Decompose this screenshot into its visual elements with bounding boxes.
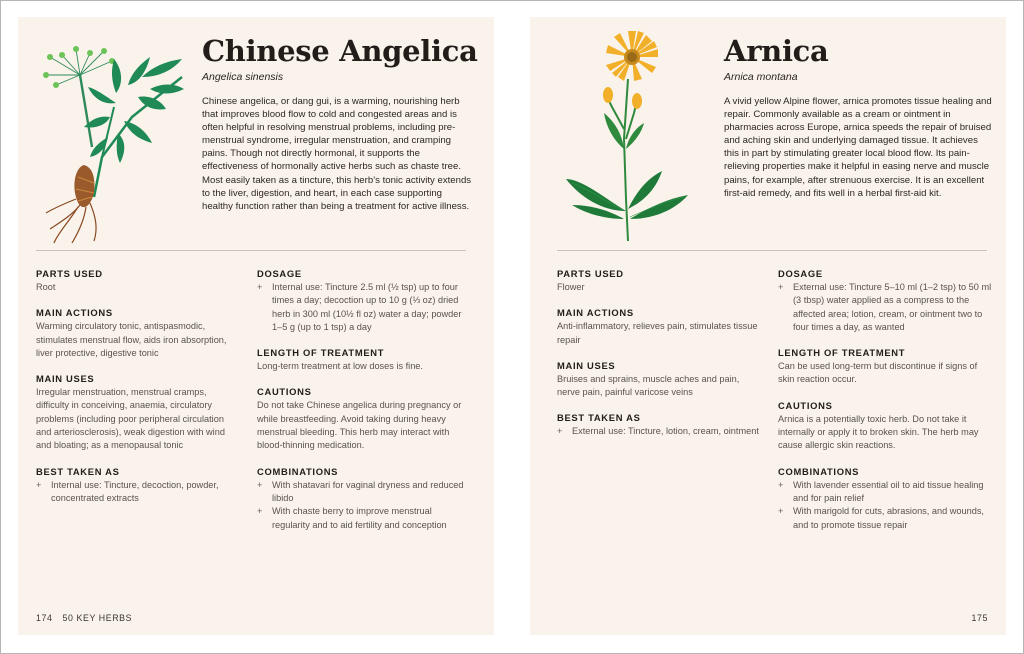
details-column-2 bbox=[257, 268, 472, 545]
details-column-2 bbox=[778, 268, 993, 545]
best-taken-as-section bbox=[557, 412, 762, 438]
plus-bullet-icon: + bbox=[778, 479, 784, 490]
latin-name: Arnica montana bbox=[724, 71, 798, 83]
details-column-1 bbox=[557, 268, 762, 452]
section-heading: LENGTH OF TREATMENT bbox=[778, 347, 906, 359]
section-text: Can be used long-term but discontinue if signs of skin reaction occur. bbox=[778, 361, 978, 385]
section-heading: LENGTH OF TREATMENT bbox=[257, 347, 385, 359]
main-actions-section bbox=[557, 307, 762, 347]
length-of-treatment-section bbox=[778, 347, 993, 387]
dosage-section bbox=[257, 268, 472, 334]
plus-bullet-icon: + bbox=[557, 426, 563, 437]
cautions-section bbox=[778, 400, 993, 453]
list-item: + Internal use: Tincture, decoction, powder, concentrated extracts bbox=[36, 479, 219, 503]
details-column-1 bbox=[36, 268, 241, 518]
list-item: + Internal use: Tincture 2.5 ml (½ tsp) up to four times a day; decoction up to 10 g (⅓ oz) dried herb in 300 ml (10½ fl oz) water a day; powder 1–5 g (up to 1 tsp) a day bbox=[257, 282, 462, 332]
section-text: Long-term treatment at low doses is fine. bbox=[257, 361, 423, 372]
plus-bullet-icon: + bbox=[257, 479, 263, 490]
section-text: Do not take Chinese angelica during pregnancy or while breastfeeding. Avoid taking during heavy menstrual bleeding. This herb may interact with blood-thinning medication. bbox=[257, 400, 462, 451]
section-heading: DOSAGE bbox=[257, 268, 302, 279]
section-text: Warming circulatory tonic, antispasmodic, stimulates menstrual flow, aids iron absorption, liver protective, digestive tonic bbox=[36, 321, 227, 358]
section-heading: COMBINATIONS bbox=[257, 465, 339, 477]
section-text: Arnica is a potentially toxic herb. Do not take it internally or apply it to broken skin. The herb may cause allergic skin reactions. bbox=[778, 413, 979, 451]
running-head: 50 KEY HERBS bbox=[62, 613, 133, 623]
plus-bullet-icon: + bbox=[778, 282, 784, 292]
dosage-section bbox=[778, 268, 993, 334]
list-item: + With marigold for cuts, abrasions, and wounds, and to promote tissue repair bbox=[778, 506, 984, 530]
herb-title: Arnica bbox=[724, 34, 829, 68]
parts-used-section bbox=[36, 268, 241, 294]
section-text: Root bbox=[36, 282, 56, 292]
section-heading: PARTS USED bbox=[36, 268, 103, 279]
section-heading: CAUTIONS bbox=[778, 399, 833, 411]
list-item: + External use: Tincture 5–10 ml (1–2 tsp) to 50 ml (3 tbsp) water applied as a compress to the affected area; lotion, cream, or ointment two to four times a day, as wanted bbox=[778, 282, 992, 332]
cautions-section bbox=[257, 386, 472, 452]
section-heading: DOSAGE bbox=[778, 268, 823, 279]
list-item: + With chaste berry to improve menstrual regularity and to aid fertility and conception bbox=[257, 506, 447, 530]
combinations-section bbox=[257, 466, 472, 532]
plus-bullet-icon: + bbox=[257, 282, 263, 292]
main-actions-section bbox=[36, 307, 241, 360]
intro-paragraph: Chinese angelica, or dang gui, is a warming, nourishing herb that improves blood flow to cold and congested areas and is often helpful in resolving menstrual problems, including pre-menstrual syndrome, irregular menstruation, and cramping pains. Though not directly hormonal, it supports the effectiveness of hormonally active herbs such as chaste tree. Most easily taken as a tincture, this herb’s tonic activity extends to the liver, digestion, and heart, in each case supporting healthy function rather than being a treatment for active illness. bbox=[202, 96, 472, 212]
left-page bbox=[18, 17, 494, 635]
latin-name: Angelica sinensis bbox=[202, 71, 284, 83]
page-number: 175 bbox=[971, 613, 988, 623]
section-heading: COMBINATIONS bbox=[778, 465, 860, 477]
parts-used-section bbox=[557, 268, 762, 294]
intro-paragraph: A vivid yellow Alpine flower, arnica promotes tissue healing and repair. Commonly available as a cream or ointment in pharmacies across Europe, arnica speeds the repair of bruised and aching skin and underlying damaged tissue. It achieves this in part by stimulating greater local blood flow. Its pain-relieving properties make it helpful in easing nerve and muscle pains, for example, after strenuous exercise. It is an excellent first-aid remedy, and fits well in a herbal first-aid kit. bbox=[724, 96, 992, 199]
herb-title: Chinese Angelica bbox=[202, 34, 478, 68]
section-heading: BEST TAKEN AS bbox=[36, 465, 120, 477]
section-heading: MAIN ACTIONS bbox=[557, 307, 634, 319]
list-item: + External use: Tincture, lotion, cream, ointment bbox=[557, 425, 762, 438]
section-heading: BEST TAKEN AS bbox=[557, 412, 641, 424]
best-taken-as-section bbox=[36, 466, 241, 506]
list-item: + With shatavari for vaginal dryness and reduced libido bbox=[257, 479, 464, 503]
length-of-treatment-section bbox=[257, 347, 472, 373]
section-heading: PARTS USED bbox=[557, 268, 624, 279]
plus-bullet-icon: + bbox=[36, 479, 42, 490]
plus-bullet-icon: + bbox=[778, 506, 784, 517]
section-heading: MAIN ACTIONS bbox=[36, 307, 113, 319]
page-footer bbox=[36, 613, 132, 623]
main-uses-section bbox=[36, 373, 241, 452]
section-text: Bruises and sprains, muscle aches and pain, nerve pain, painful varicose veins bbox=[557, 373, 740, 398]
section-divider bbox=[557, 250, 987, 251]
section-heading: MAIN USES bbox=[557, 359, 616, 371]
page-number: 174 bbox=[36, 613, 53, 623]
section-text: Irregular menstruation, menstrual cramps, difficulty in conceiving, anaemia, circulatory problems (including poor peripheral circulation and arteriosclerosis), weak digestion with wind and bloating; as a menopausal tonic bbox=[36, 387, 225, 451]
section-text: Anti-inflammatory, relieves pain, stimulates tissue repair bbox=[557, 321, 758, 345]
section-divider bbox=[36, 250, 466, 251]
section-heading: MAIN USES bbox=[36, 373, 95, 385]
main-uses-section bbox=[557, 360, 762, 400]
list-item: + With lavender essential oil to aid tissue healing and for pain relief bbox=[778, 479, 984, 503]
chinese-angelica-illustration bbox=[32, 37, 192, 247]
page-footer bbox=[972, 613, 988, 623]
arnica-illustration bbox=[562, 29, 692, 244]
section-text: Flower bbox=[557, 282, 585, 292]
right-page bbox=[530, 17, 1006, 635]
section-heading: CAUTIONS bbox=[257, 386, 312, 398]
combinations-section bbox=[778, 466, 993, 532]
plus-bullet-icon: + bbox=[257, 506, 263, 517]
